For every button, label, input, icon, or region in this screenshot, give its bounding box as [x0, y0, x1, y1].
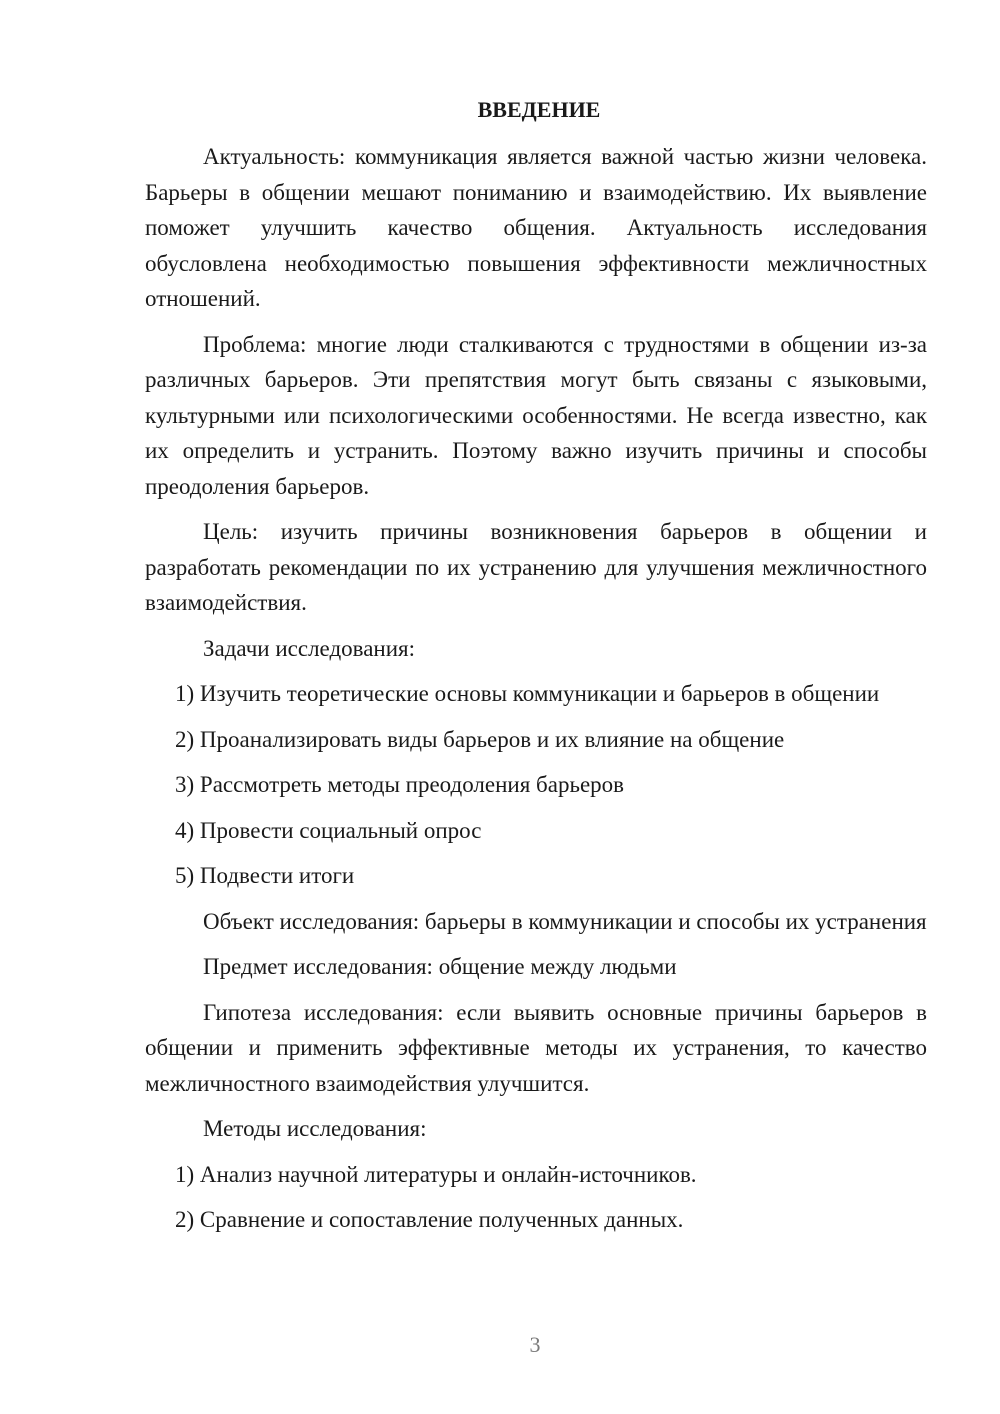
page-number: 3	[529, 1332, 541, 1357]
paragraph-subject: Предмет исследования: общение между людьми	[203, 954, 677, 979]
page-content	[145, 95, 927, 1238]
paragraph-goal: Цель: изучить причины возникновения барьеров в общении и разработать рекомендации по их устранению для улучшения межличностного взаимодействия.	[145, 519, 927, 615]
paragraph-object: Объект исследования: барьеры в коммуникации и способы их устранения	[203, 908, 927, 934]
task-item-5: 5) Подвести итоги	[175, 863, 355, 888]
section-title: ВВЕДЕНИЕ	[477, 97, 601, 122]
paragraph-hypothesis: Гипотеза исследования: если выявить основные причины барьеров в общении и применить эффективные методы их устранения, то качество межличностного взаимодействия улучшится.	[145, 999, 927, 1096]
task-item-4: 4) Провести социальный опрос	[175, 817, 482, 843]
task-item-2: 2) Проанализировать виды барьеров и их влияние на общение	[175, 726, 785, 752]
task-item-1: 1) Изучить теоретические основы коммуникации и барьеров в общении	[175, 681, 880, 706]
paragraph-relevance: Актуальность: коммуникация является важной частью жизни человека. Барьеры в общении мешают пониманию и взаимодействию. Их выявление поможет улучшить качество общения. Актуальность исследования обусловлена необходимостью повышения эффективности межличностных отношений.	[145, 144, 927, 311]
tasks-heading: Задачи исследования:	[203, 635, 416, 661]
method-item-1: 1) Анализ научной литературы и онлайн-источников.	[175, 1161, 697, 1187]
task-item-3: 3) Рассмотреть методы преодоления барьеров	[175, 772, 625, 797]
method-item-2: 2) Сравнение и сопоставление полученных данных.	[175, 1207, 684, 1232]
paragraph-problem: Проблема: многие люди сталкиваются с трудностями в общении из-за различных барьеров. Эти препятствия могут быть связаны с языковыми, культурными или психологическими особенностями. Не всегда известно, как их определить и устранить. Поэтому важно изучить причины и способы преодоления барьеров.	[145, 331, 927, 499]
methods-heading: Методы исследования:	[203, 1116, 427, 1141]
